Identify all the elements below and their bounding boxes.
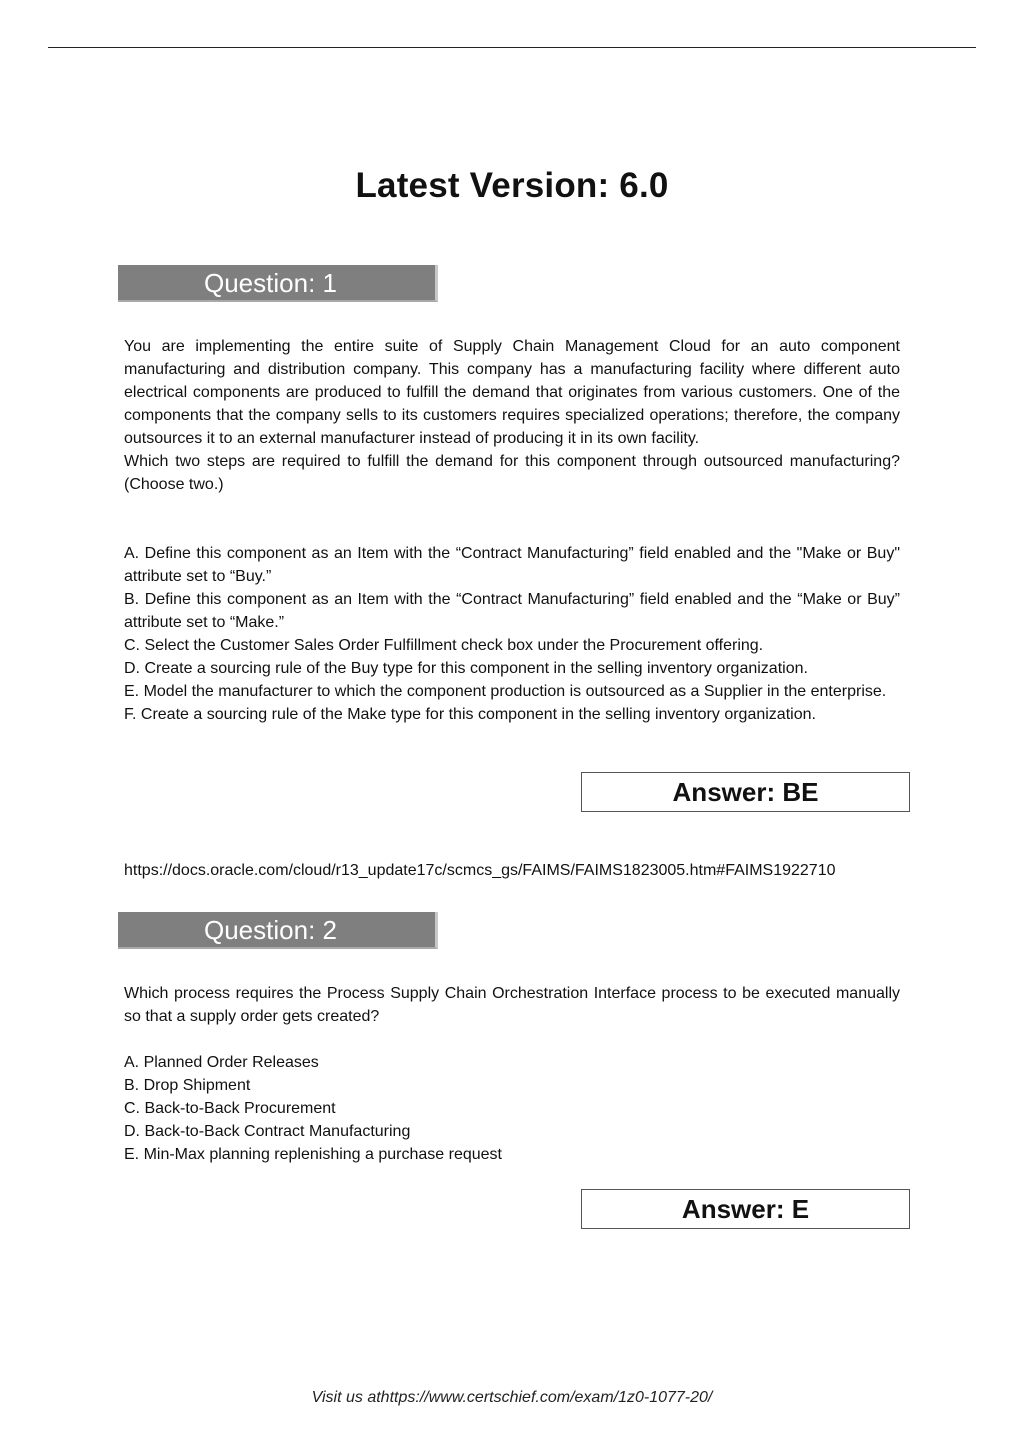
option-b: B. Define this component as an Item with the “Contract Manufacturing” field enabled and the “Make or Buy” attribute set to “Make.” bbox=[124, 591, 900, 631]
question-2-options bbox=[124, 1051, 900, 1166]
option-a: A. Planned Order Releases bbox=[124, 1054, 319, 1071]
footer-link[interactable]: Visit us athttps://www.certschief.com/exam/1z0-1077-20/ bbox=[311, 1389, 713, 1406]
question-1-text bbox=[124, 335, 900, 496]
option-f: F. Create a sourcing rule of the Make type for this component in the selling inventory organization. bbox=[124, 706, 816, 723]
option-c: C. Select the Customer Sales Order Fulfillment check box under the Procurement offering. bbox=[124, 637, 764, 654]
option-d: D. Create a sourcing rule of the Buy type for this component in the selling inventory organization. bbox=[124, 660, 808, 677]
reference-link[interactable]: https://docs.oracle.com/cloud/r13_update17c/scmcs_gs/FAIMS/FAIMS1823005.htm#FAIMS1922710 bbox=[124, 862, 836, 879]
question-1-paragraph: You are implementing the entire suite of Supply Chain Management Cloud for an auto component manufacturing and distribution company. This company has a manufacturing facility where different auto electrical components are produced to fulfill the demand that originates from various customers. One of the components that the company sells to its customers requires specialized operations; therefore, the company outsources it to an external manufacturer instead of producing it in its own facility. bbox=[124, 338, 900, 447]
option-d: D. Back-to-Back Contract Manufacturing bbox=[124, 1123, 411, 1140]
question-2-text bbox=[124, 982, 900, 1028]
top-divider bbox=[48, 47, 976, 48]
option-e: E. Model the manufacturer to which the component production is outsourced as a Supplier in the enterprise. bbox=[124, 683, 887, 700]
question-1-options bbox=[124, 542, 900, 726]
option-b: B. Drop Shipment bbox=[124, 1077, 251, 1094]
question-1-header bbox=[118, 265, 438, 302]
question-2-header bbox=[118, 912, 438, 949]
option-a: A. Define this component as an Item with the “Contract Manufacturing” field enabled and the "Make or Buy" attribute set to “Buy.” bbox=[124, 545, 900, 585]
question-2-paragraph: Which process requires the Process Supply Chain Orchestration Interface process to be executed manually so that a supply order gets created? bbox=[124, 985, 900, 1025]
option-c: C. Back-to-Back Procurement bbox=[124, 1100, 336, 1117]
question-2-label: Question: 2 bbox=[204, 915, 337, 945]
page-title: Latest Version: 6.0 bbox=[355, 166, 669, 205]
question-2-answer: Answer: E bbox=[581, 1189, 910, 1229]
question-1-answer: Answer: BE bbox=[581, 772, 910, 812]
option-e: E. Min-Max planning replenishing a purchase request bbox=[124, 1146, 502, 1163]
question-1-label: Question: 1 bbox=[204, 268, 337, 298]
question-1-prompt: Which two steps are required to fulfill the demand for this component through outsourced manufacturing? (Choose two.) bbox=[124, 453, 900, 493]
